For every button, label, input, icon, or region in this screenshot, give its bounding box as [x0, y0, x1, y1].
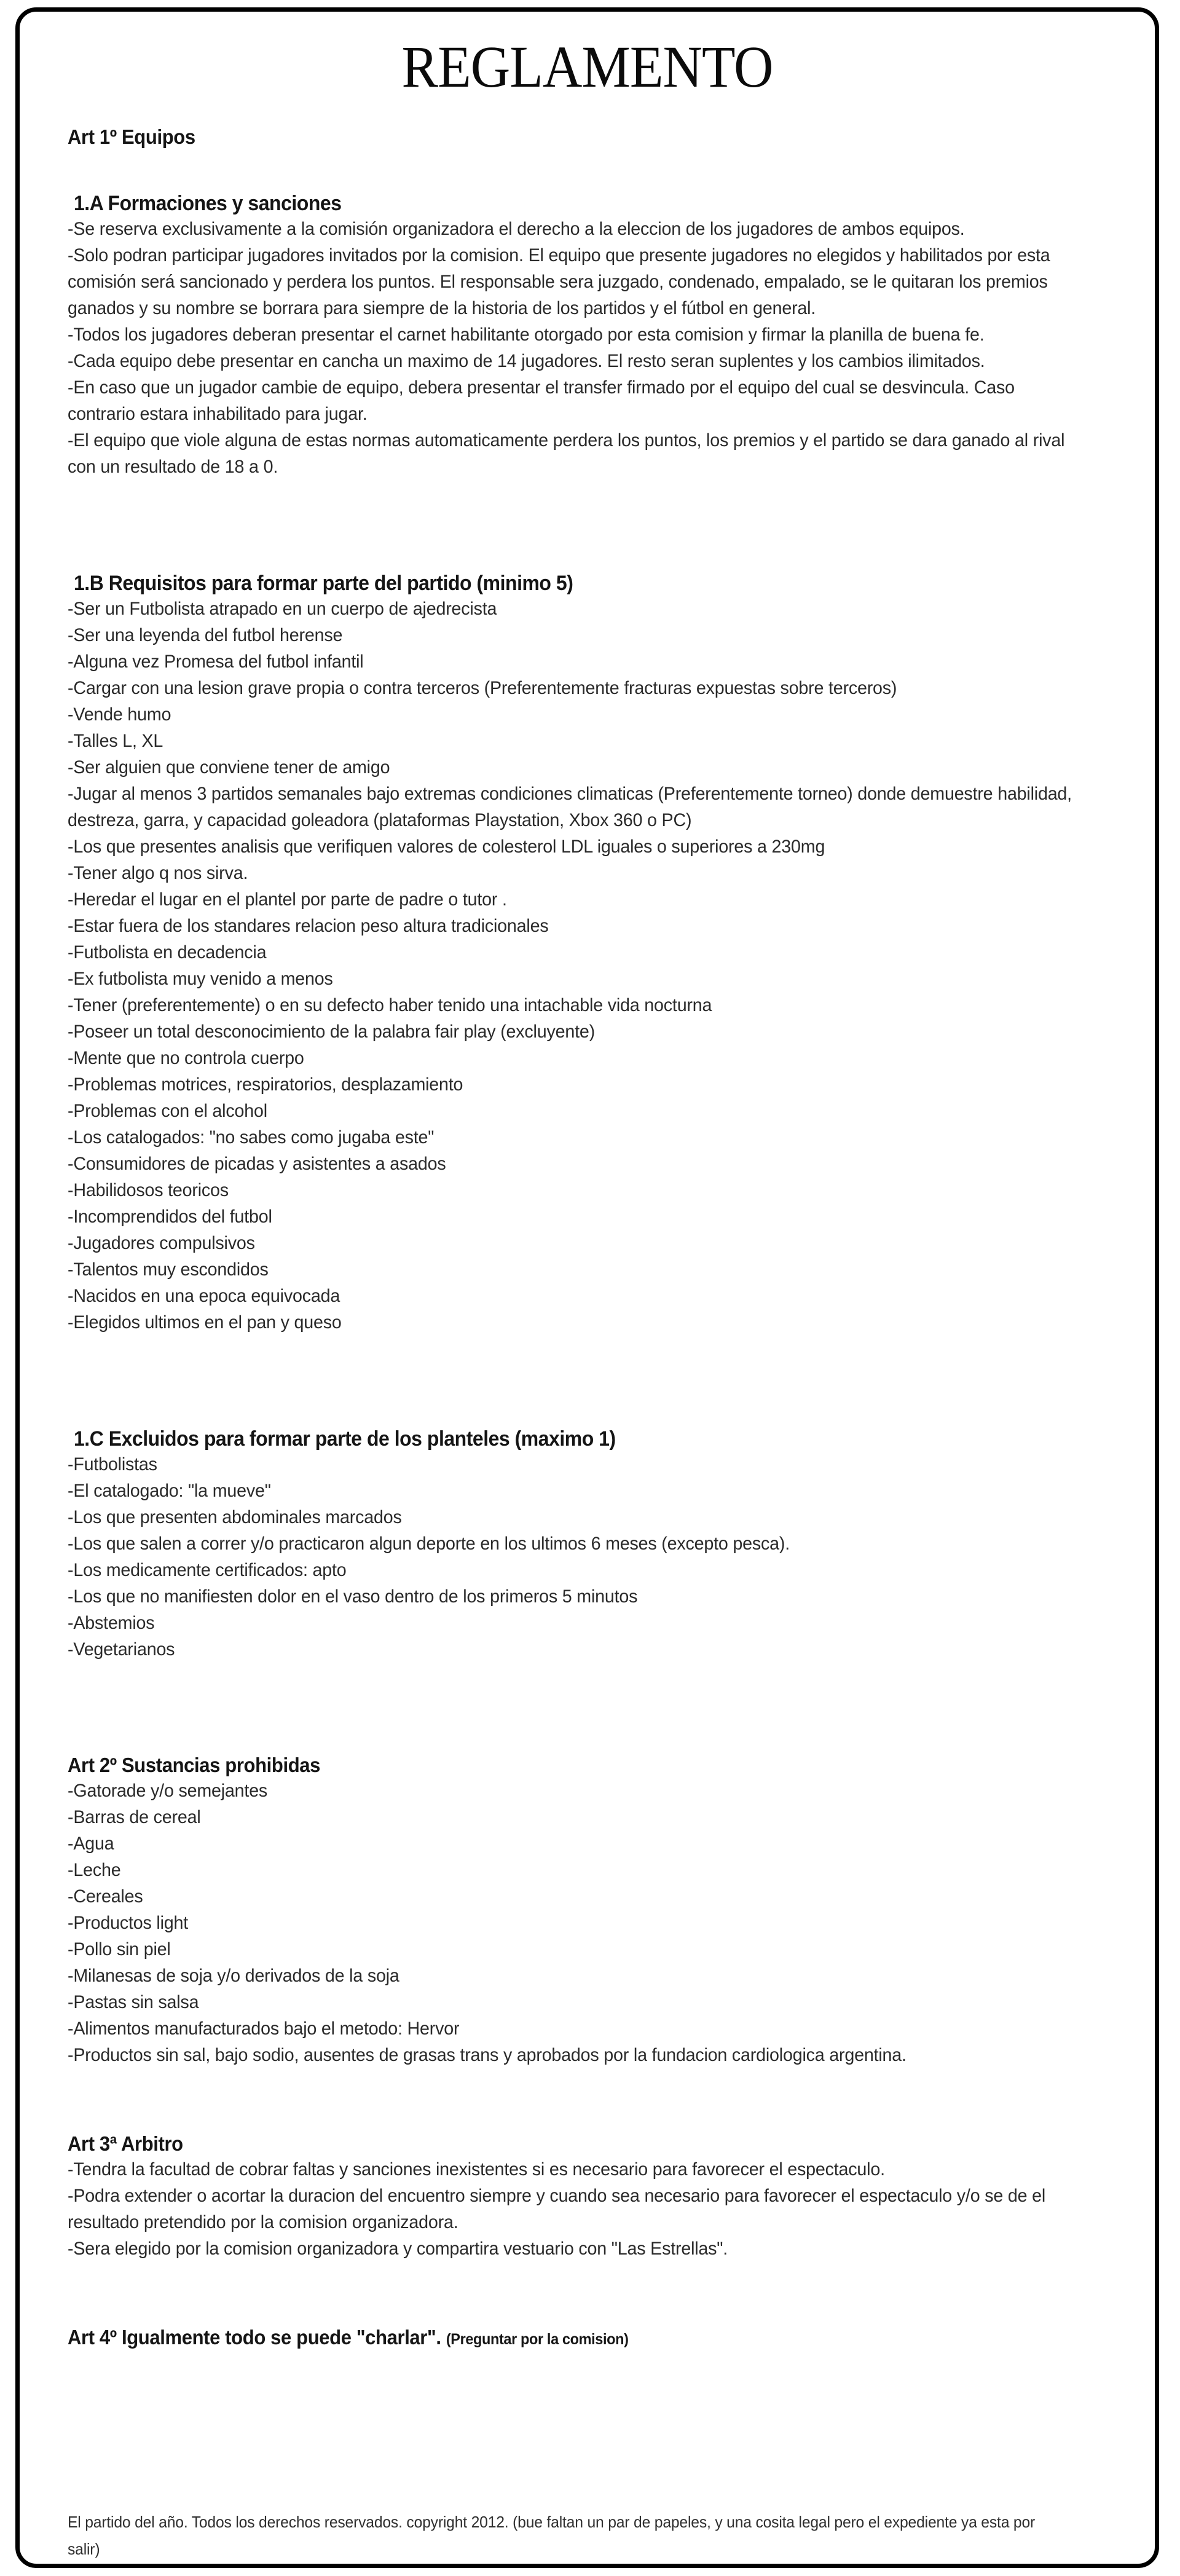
list-item: - Habilidosos teoricos — [68, 1177, 1086, 1203]
list-item: - Los que presentes analisis que verifiquen valores de colesterol LDL iguales o superiores a 230mg — [68, 833, 1086, 860]
article-heading-art-1 — [68, 125, 1070, 149]
article-heading-art-4-label: Art 4º Igualmente todo se puede "charlar". — [68, 2326, 441, 2349]
list-item: - Cereales — [68, 1883, 1086, 1910]
list-item: - Barras de cereal — [68, 1804, 1086, 1830]
list-item: - Tendra la facultad de cobrar faltas y sanciones inexistentes si es necesario para favorecer el espectaculo. — [68, 2156, 1086, 2183]
list-item: - En caso que un jugador cambie de equipo, debera presentar el transfer firmado por el equipo del cual se desvincula. Caso contrario estara inhabilitado para jugar. — [68, 374, 1086, 427]
article-heading-art-3-label: Art 3ª Arbitro — [68, 2132, 183, 2156]
spacer — [68, 1336, 1134, 1427]
list-item: - Mente que no controla cuerpo — [68, 1045, 1086, 1071]
subsection-heading-1b — [74, 571, 1071, 596]
list-item: - Los que salen a correr y/o practicaron algun deporte en los ultimos 6 meses (excepto pesca). — [68, 1530, 1086, 1557]
article-heading-art-2 — [68, 1754, 1070, 1778]
subsection-heading-1c — [74, 1427, 1071, 1451]
article-heading-art-2-label: Art 2º Sustancias prohibidas — [68, 1754, 321, 1777]
page-title: REGLAMENTO — [401, 34, 773, 100]
list-item: - Talentos muy escondidos — [68, 1256, 1086, 1283]
list-item: - Heredar el lugar en el plantel por parte de padre o tutor . — [68, 886, 1086, 913]
list-item: - Vegetarianos — [68, 1636, 1086, 1663]
list-item: - Pastas sin salsa — [68, 1989, 1086, 2015]
subsection-heading-1a — [74, 191, 1071, 216]
list-item: - Estar fuera de los standares relacion peso altura tradicionales — [68, 913, 1086, 939]
list-item: - Problemas con el alcohol — [68, 1098, 1086, 1124]
document-body — [68, 125, 1134, 2350]
list-item: - Poseer un total desconocimiento de la palabra fair play (excluyente) — [68, 1018, 1086, 1045]
list-1a — [68, 216, 1134, 480]
list-1b — [68, 596, 1134, 1336]
list-item: - Tener algo q nos sirva. — [68, 860, 1086, 886]
spacer — [68, 2262, 1134, 2326]
list-item: - Los que presenten abdominales marcados — [68, 1504, 1086, 1530]
subsection-heading-1c-label: 1.C Excluidos para formar parte de los planteles (maximo 1) — [74, 1427, 616, 1451]
list-item: - Ser un Futbolista atrapado en un cuerpo de ajedrecista — [68, 596, 1086, 622]
list-item: - Podra extender o acortar la duracion del encuentro siempre y cuando sea necesario para favorecer el espectaculo y/o se de el resultado pretendido por la comision organizadora. — [68, 2183, 1086, 2235]
list-item: - Ser una leyenda del futbol herense — [68, 622, 1086, 648]
list-item: - Consumidores de picadas y asistentes a asados — [68, 1151, 1086, 1177]
article-heading-art-4-note: (Preguntar por la comision) — [446, 2331, 629, 2349]
list-item: - Ex futbolista muy venido a menos — [68, 966, 1086, 992]
list-art-2 — [68, 1778, 1134, 2068]
footer-copyright: El partido del año. Todos los derechos reservados. copyright 2012. (bue faltan un par de papeles, y una cosita legal pero el expediente ya esta por salir) — [68, 2513, 1036, 2558]
list-item: - Nacidos en una epoca equivocada — [68, 1283, 1086, 1309]
list-item: - Agua — [68, 1830, 1086, 1857]
spacer — [68, 480, 1134, 571]
list-item: - Tener (preferentemente) o en su defecto haber tenido una intachable vida nocturna — [68, 992, 1086, 1018]
list-item: - Vende humo — [68, 701, 1086, 728]
list-item: - Los catalogados: "no sabes como jugaba este" — [68, 1124, 1086, 1151]
list-art-3 — [68, 2156, 1134, 2262]
article-heading-art-3 — [68, 2132, 1070, 2156]
list-1c — [68, 1451, 1134, 1663]
list-item: - Incomprendidos del futbol — [68, 1203, 1086, 1230]
list-item: - Ser alguien que conviene tener de amigo — [68, 754, 1086, 781]
list-item: - Milanesas de soja y/o derivados de la soja — [68, 1963, 1086, 1989]
list-item: - Futbolistas — [68, 1451, 1086, 1478]
list-item: - Se reserva exclusivamente a la comisión organizadora el derecho a la eleccion de los jugadores de ambos equipos. — [68, 216, 1086, 242]
list-item: - Elegidos ultimos en el pan y queso — [68, 1309, 1086, 1336]
list-item: - Cada equipo debe presentar en cancha un maximo de 14 jugadores. El resto seran suplentes y los cambios ilimitados. — [68, 348, 1086, 374]
list-item: - Todos los jugadores deberan presentar el carnet habilitante otorgado por esta comision y firmar la planilla de buena fe. — [68, 321, 1086, 348]
list-item: - Cargar con una lesion grave propia o contra terceros (Preferentemente fracturas expuestas sobre terceros) — [68, 675, 1086, 701]
list-item: - Problemas motrices, respiratorios, desplazamiento — [68, 1071, 1086, 1098]
list-item: - Pollo sin piel — [68, 1936, 1086, 1963]
list-item: - Jugadores compulsivos — [68, 1230, 1086, 1256]
article-heading-art-4 — [68, 2326, 1070, 2350]
list-item: - Abstemios — [68, 1610, 1086, 1636]
list-item: - El equipo que viole alguna de estas normas automaticamente perdera los puntos, los premios y el partido se dara ganado al rival con un resultado de 18 a 0. — [68, 427, 1086, 480]
spacer — [68, 2068, 1134, 2132]
subsection-heading-1a-label: 1.A Formaciones y sanciones — [74, 191, 342, 215]
document-frame — [15, 7, 1159, 2568]
list-item: - Los que no manifiesten dolor en el vaso dentro de los primeros 5 minutos — [68, 1583, 1086, 1610]
list-item: - El catalogado: "la mueve" — [68, 1478, 1086, 1504]
list-item: - Productos light — [68, 1910, 1086, 1936]
list-item: - Jugar al menos 3 partidos semanales bajo extremas condiciones climaticas (Preferentemente torneo) donde demuestre habilidad, destreza, garra, y capacidad goleadora (plataformas Playstation, Xbox 360 o PC) — [68, 781, 1086, 833]
list-item: - Sera elegido por la comision organizadora y compartira vestuario con "Las Estrellas". — [68, 2235, 1086, 2262]
article-heading-art-1-label: Art 1º Equipos — [68, 125, 195, 148]
list-item: - Productos sin sal, bajo sodio, ausentes de grasas trans y aprobados por la fundacion cardiologica argentina. — [68, 2042, 1086, 2068]
list-item: - Alimentos manufacturados bajo el metodo: Hervor — [68, 2015, 1086, 2042]
list-item: - Los medicamente certificados: apto — [68, 1557, 1086, 1583]
subsection-heading-1b-label: 1.B Requisitos para formar parte del partido (minimo 5) — [74, 572, 573, 596]
list-item: - Talles L, XL — [68, 728, 1086, 754]
list-item: - Gatorade y/o semejantes — [68, 1778, 1086, 1804]
list-item: - Solo podran participar jugadores invitados por la comision. El equipo que presente jugadores no elegidos y habilitados por esta comisión será sancionado y perdera los puntos. El responsable sera juzgado, condenado, empalado, se le quitaran los premios ganados y su nombre se borrara para siempre de la historia de los partidos y el fútbol en general. — [68, 242, 1086, 321]
spacer — [68, 1663, 1134, 1754]
list-item: - Leche — [68, 1857, 1086, 1883]
list-item: - Futbolista en decadencia — [68, 939, 1086, 966]
list-item: - Alguna vez Promesa del futbol infantil — [68, 648, 1086, 675]
spacer — [68, 149, 1134, 191]
